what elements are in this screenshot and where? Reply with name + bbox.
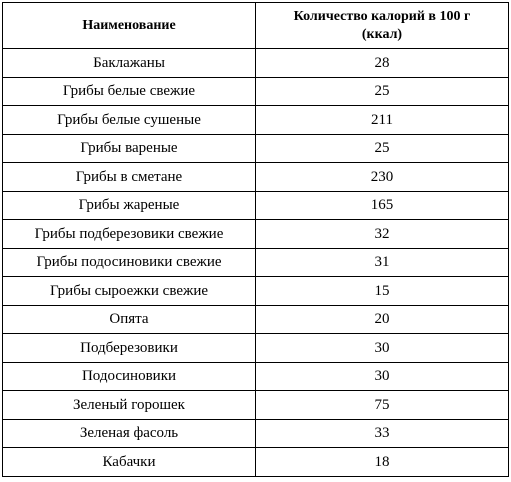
table-row [3,448,509,477]
table-row [3,334,509,363]
calories-cell: 75 [256,391,509,420]
table-row [3,49,509,78]
table-row [3,419,509,448]
calories-cell: 30 [256,334,509,363]
header-calories-line2: (ккал) [361,26,403,42]
food-name-cell: Грибы белые сушеные [3,106,256,135]
food-name-cell: Грибы белые свежие [3,77,256,106]
calories-cell: 211 [256,106,509,135]
table-header [3,3,509,49]
food-name-cell: Подосиновики [3,362,256,391]
food-name-cell: Грибы сыроежки свежие [3,277,256,306]
header-calories-line1: Количество калорий в 100 г [293,8,471,24]
table-body [3,49,509,477]
calories-cell: 30 [256,362,509,391]
table-row [3,391,509,420]
table-row [3,163,509,192]
food-name-cell: Баклажаны [3,49,256,78]
food-name-cell: Кабачки [3,448,256,477]
food-name-cell: Грибы в сметане [3,163,256,192]
calories-cell: 32 [256,220,509,249]
calories-cell: 28 [256,49,509,78]
calories-cell: 31 [256,248,509,277]
food-name-cell: Зеленая фасоль [3,419,256,448]
food-name-cell: Зеленый горошек [3,391,256,420]
calories-cell: 15 [256,277,509,306]
table-row [3,305,509,334]
calories-cell: 25 [256,134,509,163]
header-calories [256,3,509,49]
food-name-cell: Грибы подосиновики свежие [3,248,256,277]
table-row [3,77,509,106]
calorie-table [2,2,509,477]
food-name-cell: Подберезовики [3,334,256,363]
food-name-cell: Грибы подберезовики свежие [3,220,256,249]
calories-cell: 33 [256,419,509,448]
header-name: Наименование [3,3,256,49]
table-row [3,191,509,220]
calories-cell: 20 [256,305,509,334]
calories-cell: 25 [256,77,509,106]
table-row [3,248,509,277]
table-row [3,134,509,163]
food-name-cell: Опята [3,305,256,334]
table-row [3,277,509,306]
food-name-cell: Грибы жареные [3,191,256,220]
table-row [3,106,509,135]
calories-cell: 230 [256,163,509,192]
table-row [3,220,509,249]
table-row [3,362,509,391]
header-row [3,3,509,49]
food-name-cell: Грибы вареные [3,134,256,163]
calories-cell: 18 [256,448,509,477]
calories-cell: 165 [256,191,509,220]
